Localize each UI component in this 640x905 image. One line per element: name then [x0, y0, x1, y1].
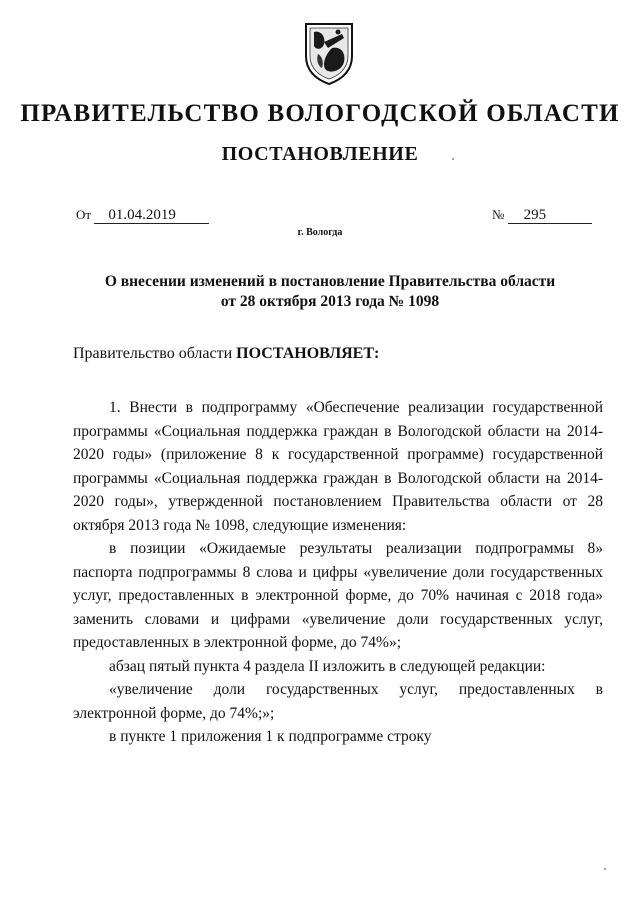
date-field — [76, 207, 209, 224]
date-prefix: От — [76, 207, 92, 222]
document-type: ПОСТАНОВЛЕНИЕ — [221, 143, 419, 165]
number-prefix: № — [492, 207, 505, 222]
paragraph: 1. Внести в подпрограмму «Обеспечение реализации государственной программы «Социальная поддержка граждан в Вологодской области на 2014-2020 годы» (приложение 8 к государственной программе) государственной программы «Социальная поддержка граждан в Вологодской области на 2014-2020 годы», утвержденной постановлением Правительства области от 28 октября 2013 года № 1098, следующие изменения: — [73, 399, 603, 534]
number-field — [492, 207, 592, 224]
resolution-lead: Правительство области — [73, 345, 233, 362]
date-value: 01.04.2019 — [94, 208, 209, 224]
scan-speck — [452, 158, 454, 160]
subject-line-1: О внесении изменений в постановление Правительства области — [104, 273, 556, 290]
organization-title: ПРАВИТЕЛЬСТВО ВОЛОГОДСКОЙ ОБЛАСТИ — [20, 100, 620, 127]
subject-line-2: от 28 октября 2013 года № 1098 — [220, 293, 440, 310]
number-value: 295 — [508, 208, 592, 224]
paragraph: в позиции «Ожидаемые результаты реализации подпрограммы 8» паспорта подпрограммы 8 слова и цифры «увеличение доли государственных услуг, предоставленных в электронной форме, до 70% начиная с 2018 года» заменить словами и цифрами «увеличение доли государственных услуг, предоставленных в электронной форме, до 74%»; — [73, 540, 603, 651]
resolution-line — [73, 345, 379, 363]
paragraph: «увеличение доли государственных услуг, предоставленных в электронной форме, до 74%;»; — [73, 681, 603, 722]
document-body — [73, 396, 603, 749]
resolution-verb: ПОСТАНОВЛЯЕТ: — [236, 345, 380, 362]
scan-speck — [604, 868, 606, 870]
coat-of-arms-icon — [302, 20, 356, 86]
document-subject — [90, 272, 570, 312]
paragraph: в пункте 1 приложения 1 к подпрограмме строку — [109, 728, 432, 745]
city: г. Вологда — [297, 227, 343, 238]
paragraph: абзац пятый пункта 4 раздела II изложить в следующей редакции: — [109, 657, 546, 675]
